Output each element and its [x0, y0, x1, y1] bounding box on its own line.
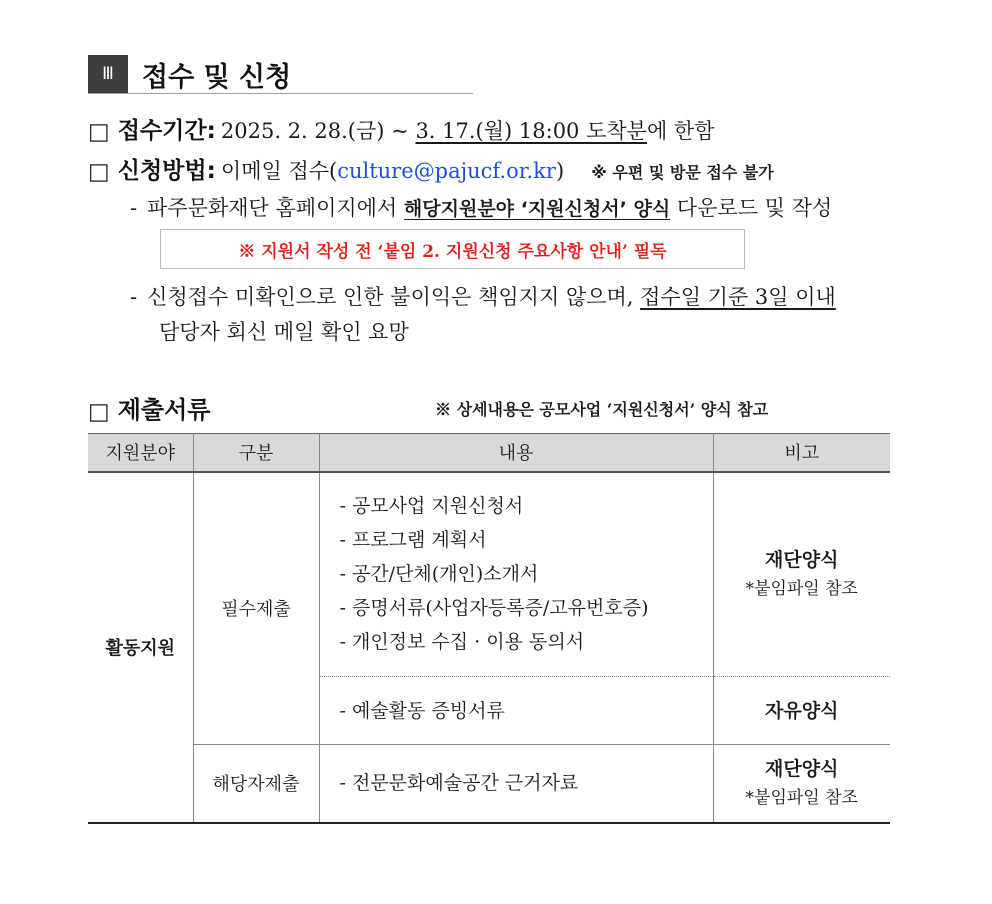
method-text: 이메일 접수( [220, 159, 338, 183]
section-header [88, 55, 291, 93]
period-text-end: 에 한함 [646, 119, 715, 143]
table-header-row [88, 434, 890, 472]
dash-icon: - [130, 285, 138, 309]
list-item: - 예술활동 증빙서류 [339, 699, 505, 722]
list-item: - 프로그램 계획서 [339, 529, 487, 552]
header-field: 지원분야 [88, 434, 193, 472]
remark-cell [713, 745, 890, 823]
list-item: - 공간/단체(개인)소개서 [339, 563, 539, 586]
content-cell [319, 677, 713, 745]
header-category: 구분 [193, 434, 319, 472]
category-cell: 필수제출 [193, 472, 319, 745]
remark-cell [713, 472, 890, 677]
bullet2-underlined: 접수일 기준 3일 이내 [640, 285, 836, 309]
documents-label: 제출서류 [117, 396, 211, 424]
remark-sub: *붙임파일 참조 [745, 579, 858, 600]
remark-main: 재단양식 [765, 758, 839, 781]
checkbox-icon: □ [88, 159, 110, 185]
content-cell [319, 472, 713, 677]
content-cell [319, 745, 713, 823]
bullet1-end: 다운로드 및 작성 [670, 196, 833, 220]
email-link[interactable]: culture@pajucf.or.kr [337, 159, 556, 183]
method-notice: ※ 우편 및 방문 접수 불가 [591, 163, 774, 182]
section-divider [88, 93, 473, 94]
list-item: - 전문문화예술공간 근거자료 [339, 772, 579, 795]
documents-notice: ※ 상세내용은 공모사업 ‘지원신청서’ 양식 참고 [435, 400, 769, 419]
documents-table [88, 433, 890, 824]
remark-sub: *붙임파일 참조 [745, 788, 858, 809]
method-bullet-2 [130, 281, 836, 311]
header-content: 내용 [319, 434, 713, 472]
period-text-start: 2025. 2. 28.(금) ~ [220, 119, 416, 143]
bullet1-bold: 해당지원분야 ‘지원신청서’ 양식 [403, 198, 671, 220]
checkbox-icon: □ [88, 119, 110, 145]
remark-main: 자유양식 [765, 699, 839, 722]
section-number: Ⅲ [88, 55, 128, 93]
method-line [88, 152, 774, 185]
dash-icon: - [130, 196, 138, 220]
remark-cell [713, 677, 890, 745]
remark-main: 재단양식 [765, 549, 839, 572]
list-item: - 공모사업 지원신청서 [339, 495, 524, 518]
field-cell: 활동지원 [88, 472, 193, 823]
required-reading-notice: ※ 지원서 작성 전 ‘붙임 2. 지원신청 주요사항 안내’ 필독 [160, 229, 745, 269]
method-text-close: ) [555, 159, 565, 183]
table-row [88, 472, 890, 677]
method-bullet-1 [130, 192, 832, 222]
header-remark: 비고 [713, 434, 890, 472]
list-item: - 개인정보 수집 · 이용 동의서 [339, 631, 585, 654]
table-row [88, 745, 890, 823]
period-deadline: 3. 17.(월) 18:00 도착분 [415, 119, 647, 143]
bullet1-start: 파주문화재단 홈페이지에서 [147, 196, 404, 220]
documents-line [88, 390, 210, 425]
period-label: 접수기간: [117, 118, 216, 144]
section-title: 접수 및 신청 [142, 61, 292, 93]
method-bullet-2-line2: 담당자 회신 메일 확인 요망 [159, 320, 409, 344]
bullet2-start: 신청접수 미확인으로 인한 불이익은 책임지지 않으며, [147, 285, 641, 309]
checkbox-icon: □ [88, 399, 110, 425]
category-cell: 해당자제출 [193, 745, 319, 823]
period-line [88, 112, 715, 145]
method-label: 신청방법: [117, 158, 216, 184]
list-item: - 증명서류(사업자등록증/고유번호증) [339, 597, 649, 620]
